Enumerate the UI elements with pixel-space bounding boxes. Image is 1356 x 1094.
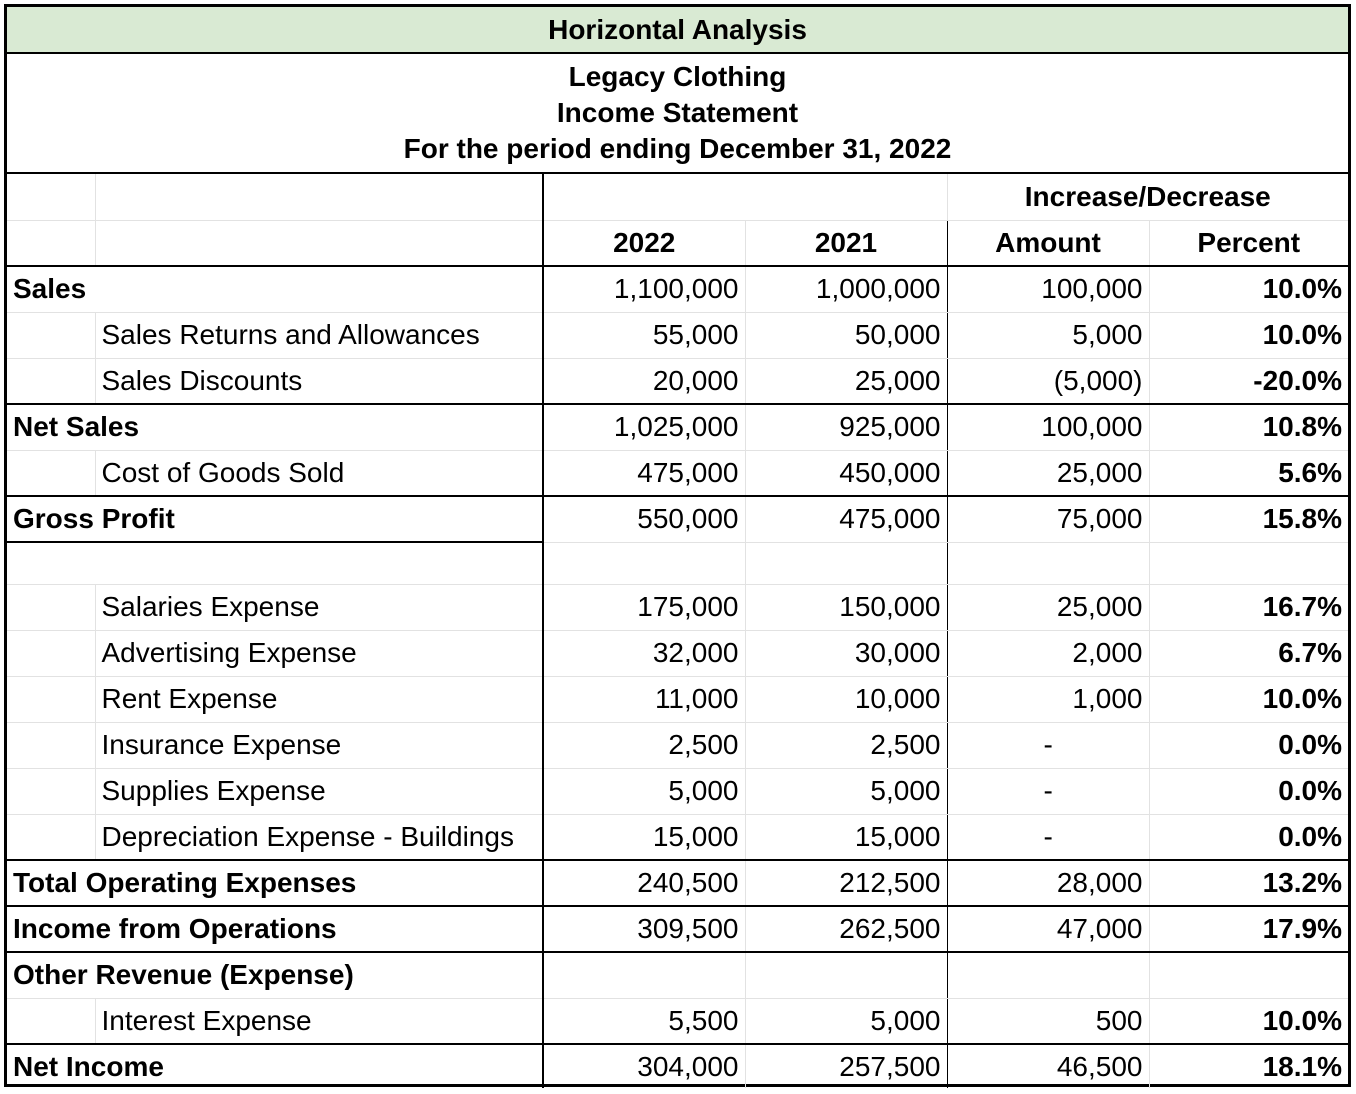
table-row (7, 768, 1348, 814)
change-amount[interactable]: 25,000 (947, 450, 1149, 496)
value-2022[interactable]: 175,000 (543, 584, 745, 630)
value-2022[interactable]: 309,500 (543, 906, 745, 952)
cell[interactable] (7, 768, 95, 814)
table-row (7, 998, 1348, 1044)
row-label[interactable]: Interest Expense (95, 998, 543, 1044)
table-row (7, 676, 1348, 722)
header-row-group (7, 174, 1348, 220)
cell[interactable] (7, 676, 95, 722)
table-row (7, 722, 1348, 768)
change-percent[interactable]: 5.6% (1149, 450, 1348, 496)
change-amount[interactable]: 47,000 (947, 906, 1149, 952)
change-percent[interactable]: 0.0% (1149, 768, 1348, 814)
cell[interactable] (7, 814, 95, 860)
cell[interactable] (7, 220, 95, 266)
cell[interactable] (95, 220, 543, 266)
table-row (7, 1044, 1348, 1088)
value-2021[interactable]: 50,000 (745, 312, 947, 358)
row-label[interactable]: Sales Discounts (95, 358, 543, 404)
cell[interactable] (543, 174, 745, 220)
table-row (7, 450, 1348, 496)
value-2022[interactable]: 5,000 (543, 768, 745, 814)
change-percent[interactable]: 10.0% (1149, 312, 1348, 358)
table-row (7, 358, 1348, 404)
value-2022[interactable]: 1,025,000 (543, 404, 745, 450)
statement-name: Income Statement (556, 97, 799, 128)
value-2022[interactable]: 2,500 (543, 722, 745, 768)
table-row (7, 312, 1348, 358)
cell[interactable] (7, 998, 95, 1044)
value-2022[interactable] (543, 542, 745, 584)
change-amount[interactable]: (5,000) (947, 358, 1149, 404)
cell[interactable] (7, 312, 95, 358)
value-2022[interactable]: 475,000 (543, 450, 745, 496)
cell[interactable] (7, 722, 95, 768)
change-percent[interactable]: 6.7% (1149, 630, 1348, 676)
value-2021[interactable]: 5,000 (745, 768, 947, 814)
table-row (7, 584, 1348, 630)
cell[interactable] (7, 450, 95, 496)
table-row (7, 496, 1348, 542)
row-label[interactable]: Rent Expense (95, 676, 543, 722)
change-percent[interactable]: 10.8% (1149, 404, 1348, 450)
value-2022[interactable]: 240,500 (543, 860, 745, 906)
value-2022[interactable] (543, 952, 745, 998)
increase-decrease-header[interactable]: Increase/Decrease (947, 174, 1348, 220)
row-label[interactable]: Insurance Expense (95, 722, 543, 768)
company-name: Legacy Clothing (568, 61, 787, 92)
value-2021[interactable]: 475,000 (745, 496, 947, 542)
cell[interactable] (7, 174, 95, 220)
cell[interactable] (7, 630, 95, 676)
value-2022[interactable]: 550,000 (543, 496, 745, 542)
row-label[interactable]: Income from Operations (7, 906, 543, 952)
row-label[interactable]: Other Revenue (Expense) (7, 952, 543, 998)
table-row (7, 404, 1348, 450)
change-percent[interactable]: 15.8% (1149, 496, 1348, 542)
change-percent[interactable]: 18.1% (1149, 1044, 1348, 1088)
table-row (7, 542, 1348, 584)
change-amount[interactable] (947, 542, 1149, 584)
change-percent[interactable]: 16.7% (1149, 584, 1348, 630)
table-row (7, 814, 1348, 860)
change-percent[interactable]: 17.9% (1149, 906, 1348, 952)
value-2021[interactable]: 150,000 (745, 584, 947, 630)
change-amount[interactable] (947, 952, 1149, 998)
cell[interactable] (7, 584, 95, 630)
table-row (7, 630, 1348, 676)
statement-period: For the period ending December 31, 2022 (403, 133, 952, 164)
row-label[interactable]: Depreciation Expense - Buildings (95, 814, 543, 860)
change-amount[interactable]: 100,000 (947, 266, 1149, 312)
row-label[interactable]: Gross Profit (7, 496, 543, 542)
change-amount[interactable]: - (947, 722, 1149, 768)
value-2022[interactable]: 11,000 (543, 676, 745, 722)
row-label[interactable]: Supplies Expense (95, 768, 543, 814)
change-amount[interactable]: - (947, 768, 1149, 814)
value-2021[interactable]: 5,000 (745, 998, 947, 1044)
value-2021[interactable]: 15,000 (745, 814, 947, 860)
header-percent[interactable]: Percent (1149, 220, 1348, 266)
value-2022[interactable]: 5,500 (543, 998, 745, 1044)
value-2021[interactable]: 2,500 (745, 722, 947, 768)
value-2021[interactable] (745, 542, 947, 584)
sheet-title: Horizontal Analysis (548, 13, 807, 45)
value-2021[interactable]: 212,500 (745, 860, 947, 906)
value-2021[interactable]: 10,000 (745, 676, 947, 722)
value-2021[interactable]: 450,000 (745, 450, 947, 496)
value-2021[interactable]: 30,000 (745, 630, 947, 676)
change-percent[interactable]: -20.0% (1149, 358, 1348, 404)
change-amount[interactable]: 46,500 (947, 1044, 1149, 1088)
row-label[interactable] (7, 542, 543, 584)
value-2021[interactable]: 1,000,000 (745, 266, 947, 312)
spreadsheet (4, 4, 1351, 1087)
cell[interactable] (745, 174, 947, 220)
row-label[interactable]: Sales Returns and Allowances (95, 312, 543, 358)
change-amount[interactable]: 2,000 (947, 630, 1149, 676)
header-2022[interactable]: 2022 (543, 220, 745, 266)
value-2022[interactable]: 15,000 (543, 814, 745, 860)
change-amount[interactable]: - (947, 814, 1149, 860)
change-percent[interactable] (1149, 542, 1348, 584)
change-percent[interactable]: 13.2% (1149, 860, 1348, 906)
value-2021[interactable] (745, 952, 947, 998)
change-amount[interactable]: 1,000 (947, 676, 1149, 722)
change-percent[interactable] (1149, 952, 1348, 998)
value-2022[interactable]: 32,000 (543, 630, 745, 676)
row-label[interactable]: Net Sales (7, 404, 543, 450)
change-amount[interactable]: 25,000 (947, 584, 1149, 630)
row-label[interactable]: Sales (7, 266, 543, 312)
change-amount[interactable]: 75,000 (947, 496, 1149, 542)
value-2021[interactable]: 257,500 (745, 1044, 947, 1088)
row-label[interactable]: Cost of Goods Sold (95, 450, 543, 496)
analysis-table (7, 174, 1348, 1088)
change-amount[interactable]: 500 (947, 998, 1149, 1044)
change-percent[interactable]: 10.0% (1149, 676, 1348, 722)
value-2022[interactable]: 55,000 (543, 312, 745, 358)
title-banner[interactable] (7, 7, 1348, 54)
table-row (7, 906, 1348, 952)
value-2021[interactable]: 925,000 (745, 404, 947, 450)
cell[interactable] (95, 174, 543, 220)
table-row (7, 952, 1348, 998)
value-2021[interactable]: 262,500 (745, 906, 947, 952)
change-percent[interactable]: 0.0% (1149, 814, 1348, 860)
change-amount[interactable]: 100,000 (947, 404, 1149, 450)
header-2021[interactable]: 2021 (745, 220, 947, 266)
row-label[interactable]: Advertising Expense (95, 630, 543, 676)
table-row (7, 266, 1348, 312)
header-row-columns (7, 220, 1348, 266)
value-2022[interactable]: 1,100,000 (543, 266, 745, 312)
header-amount[interactable]: Amount (947, 220, 1149, 266)
row-label[interactable]: Salaries Expense (95, 584, 543, 630)
value-2022[interactable]: 20,000 (543, 358, 745, 404)
row-label[interactable]: Total Operating Expenses (7, 860, 543, 906)
row-label[interactable]: Net Income (7, 1044, 543, 1088)
change-percent[interactable]: 0.0% (1149, 722, 1348, 768)
value-2022[interactable]: 304,000 (543, 1044, 745, 1088)
statement-heading[interactable] (7, 54, 1348, 174)
change-amount[interactable]: 5,000 (947, 312, 1149, 358)
change-percent[interactable]: 10.0% (1149, 998, 1348, 1044)
table-row (7, 860, 1348, 906)
cell[interactable] (7, 358, 95, 404)
change-percent[interactable]: 10.0% (1149, 266, 1348, 312)
change-amount[interactable]: 28,000 (947, 860, 1149, 906)
value-2021[interactable]: 25,000 (745, 358, 947, 404)
